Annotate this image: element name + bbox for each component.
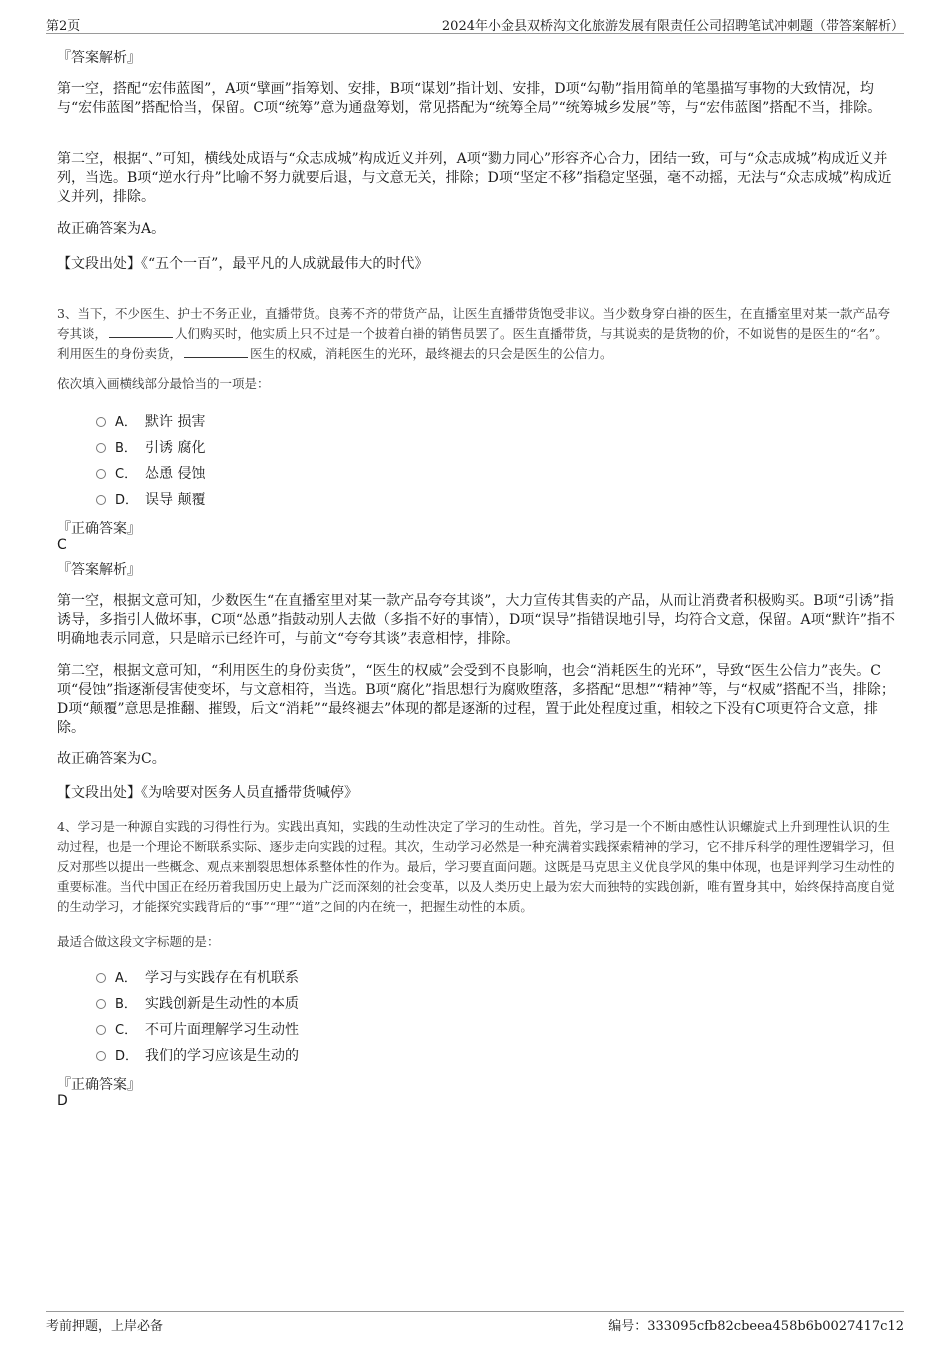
document-id: 编号：333095cfb82cbeea458b6b0027417c12	[608, 1319, 904, 1334]
q3-analysis-label: 『答案解析』	[57, 562, 141, 578]
q3-answer: C	[57, 537, 67, 553]
radio-icon[interactable]	[96, 1025, 106, 1035]
q4-prompt: 最适合做这段文字标题的是：	[57, 934, 220, 949]
page-number: 第2页	[46, 19, 81, 34]
q2-source: 【文段出处】《“五个一百”，最平凡的人成就最伟大的时代》	[57, 256, 429, 272]
radio-icon[interactable]	[96, 973, 106, 983]
q3-prompt: 依次填入画横线部分最恰当的一项是：	[57, 376, 270, 391]
q3-conclusion: 故正确答案为C。	[57, 751, 166, 767]
q4-option-d[interactable]: D． 我们的学习应该是生动的	[96, 1046, 299, 1066]
q2-analysis-para2: 第二空，根据“、”可知，横线处成语与“众志成城”构成近义并列，A项“勠力同心”形容齐心合力，团结一致，可与“众志成城”构成近义并列，当选。B项“逆水行舟”比喻不努力就要后退，与文意无关，排除；D项“坚定不移”指稳定坚强，毫不动摇，无法与“众志成城”构成近义并列，排除。	[57, 151, 892, 205]
q2-analysis-label: 『答案解析』	[57, 50, 141, 66]
q3-stem	[57, 304, 897, 364]
q2-conclusion: 故正确答案为A。	[57, 221, 166, 237]
q3-option-a[interactable]: A． 默许 损害	[96, 412, 205, 432]
q4-option-b[interactable]: B． 实践创新是生动性的本质	[96, 994, 299, 1014]
q3-blank-2	[184, 347, 248, 358]
q3-answer-label: 『正确答案』	[57, 521, 141, 537]
q3-blank-1	[109, 327, 173, 338]
radio-icon[interactable]	[96, 469, 106, 479]
q3-stem-part2: 人们购买时，他实质上只不过是一个披着白褂的销售员罢了。医生直播带货，与其说卖的是货物的价，不如说售的是医生的“名”。利用医生的身份卖货，	[57, 326, 888, 361]
q3-stem-part3: 医生的权威，消耗医生的光环，最终褪去的只会是医生的公信力。	[250, 346, 613, 361]
document-title: 2024年小金县双桥沟文化旅游发展有限责任公司招聘笔试冲刺题（带答案解析）	[441, 19, 904, 34]
footer-slogan: 考前押题，上岸必备	[46, 1319, 164, 1334]
q3-analysis-para1: 第一空，根据文意可知，少数医生“在直播室里对某一款产品夸夸其谈”，大力宣传其售卖的产品，从而让消费者积极购买。B项“引诱”指诱导，多指引人做坏事，C项“怂恿”指鼓动别人去做（多指不好的事情），D项“误导”指错误地引导，均符合文意，保留。A项“默许”指不明确地表示同意，只是暗示已经许可，与前文“夸夸其谈”表意相悖，排除。	[57, 593, 895, 647]
q3-source: 【文段出处】《为啥要对医务人员直播带货喊停》	[57, 785, 358, 801]
page-header	[46, 14, 904, 34]
q4-option-a[interactable]: A． 学习与实践存在有机联系	[96, 968, 299, 988]
q2-analysis-para1: 第一空，搭配“宏伟蓝图”，A项“擘画”指筹划、安排，B项“谋划”指计划、安排，D项“勾勒”指用简单的笔墨描写事物的大致情况，均与“宏伟蓝图”搭配恰当，保留。C项“统筹”意为通盘筹划，常见搭配为“统筹全局”“统筹城乡发展”等，与“宏伟蓝图”搭配不当，排除。	[57, 81, 882, 116]
radio-icon[interactable]	[96, 495, 106, 505]
q3-option-b[interactable]: B． 引诱 腐化	[96, 438, 205, 458]
q4-stem: 4、学习是一种源自实践的习得性行为。实践出真知，实践的生动性决定了学习的生动性。首先，学习是一个不断由感性认识螺旋式上升到理性认识的生动过程，也是一个理论不断联系实际、逐步走向实践的过程。其次，生动学习必然是一种充满着实践探索精神的学习，它不排斥科学的理性逻辑学习，但反对那些以提出一些概念、观点来割裂思想体系整体性的作为。最后，学习要直面问题。这既是马克思主义优良学风的集中体现，也是评判学习生动性的重要标准。当代中国正在经历着我国历史上最为广泛而深刻的社会变革，以及人类历史上最为宏大而独特的实践创新，唯有置身其中，始终保持高度自觉的生动学习，才能探究实践背后的“事”“理”“道”之间的内在统一，把握生动性的本质。	[57, 819, 895, 914]
page-footer	[46, 1311, 904, 1332]
radio-icon[interactable]	[96, 999, 106, 1009]
q4-answer-label: 『正确答案』	[57, 1077, 141, 1093]
radio-icon[interactable]	[96, 417, 106, 427]
q3-analysis-para2: 第二空，根据文意可知，“利用医生的身份卖货”，“医生的权威”会受到不良影响，也会“消耗医生的光环”，导致“医生公信力”丧失。C项“侵蚀”指逐渐侵害使变坏，与文意相符，当选。B项“腐化”指思想行为腐败堕落，多搭配“思想”“精神”等，与“权威”搭配不当，排除；D项“颠覆”意思是推翻、摧毁，后文“消耗”“最终褪去”体现的都是逐渐的过程，置于此处程度过重，相较之下没有C项更符合文意，排除。	[57, 663, 895, 736]
q4-answer: D	[57, 1093, 68, 1109]
q3-stem-part1: 3、当下，不少医生、护士不务正业，直播带货。良莠不齐的带货产品，让医生直播带货饱受非议。当少数身穿白褂的医生，在直播室里对某一款产品夸夸其谈，	[57, 306, 890, 341]
q3-option-d[interactable]: D． 误导 颠覆	[96, 490, 205, 510]
radio-icon[interactable]	[96, 1051, 106, 1061]
q4-option-c[interactable]: C． 不可片面理解学习生动性	[96, 1020, 299, 1040]
q3-option-c[interactable]: C． 怂恿 侵蚀	[96, 464, 205, 484]
radio-icon[interactable]	[96, 443, 106, 453]
